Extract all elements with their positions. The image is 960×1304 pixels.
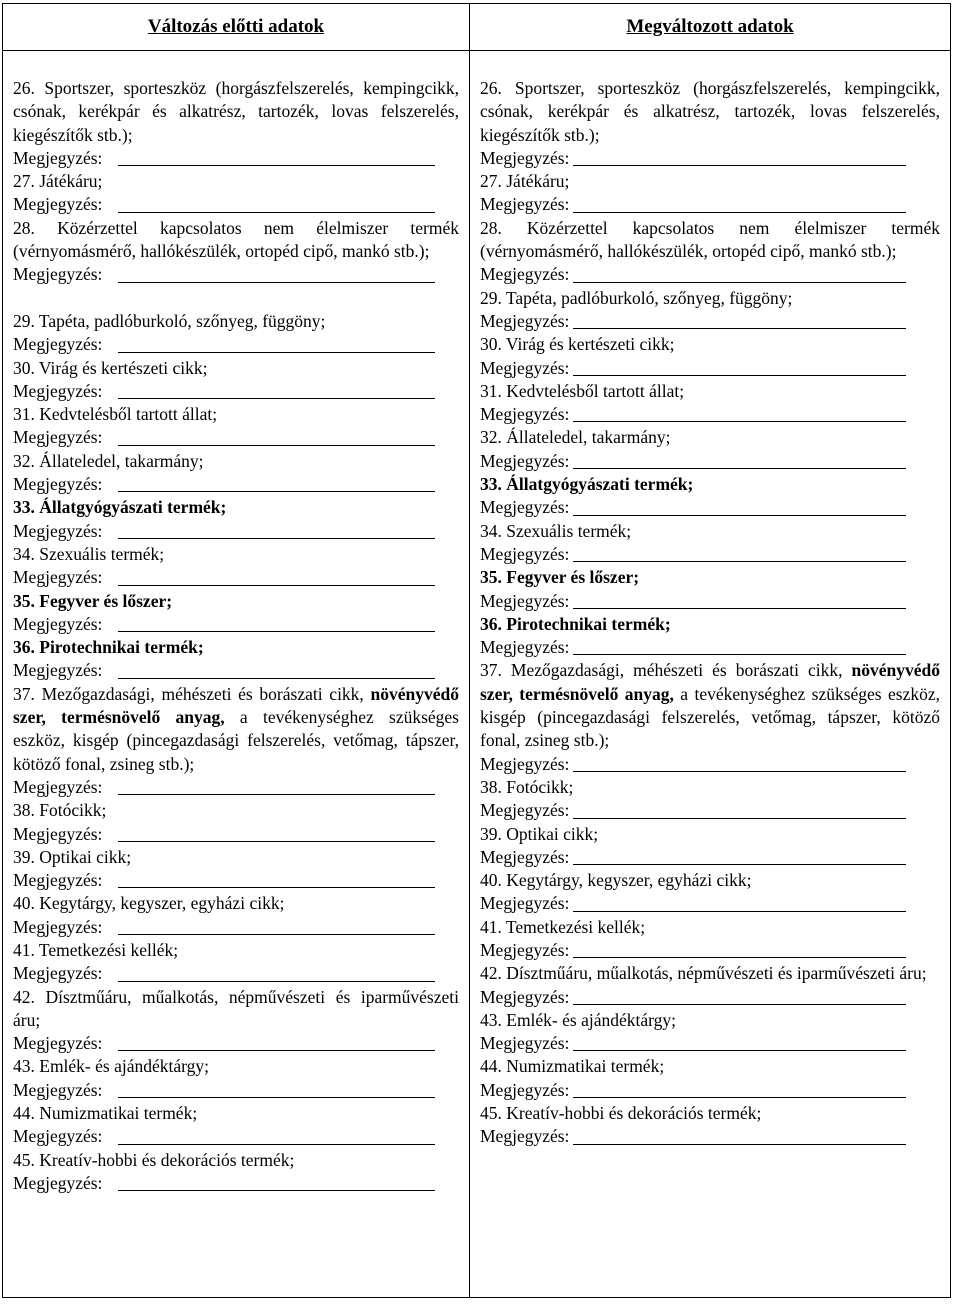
note-label: Megjegyzés:	[13, 823, 103, 844]
note-field-34[interactable]	[480, 543, 940, 566]
note-blank-line	[573, 1050, 906, 1051]
note-blank-line	[118, 934, 435, 935]
item-34-text: 34. Szexuális termék;	[13, 543, 165, 564]
before-column	[3, 4, 470, 1297]
note-field-40[interactable]	[480, 892, 940, 915]
note-label: Megjegyzés:	[13, 1079, 103, 1100]
note-label: Megjegyzés:	[480, 800, 570, 821]
note-blank-line	[118, 352, 435, 353]
item-41-text: 41. Temetkezési kellék;	[13, 939, 179, 960]
note-label: Megjegyzés:	[480, 497, 570, 518]
note-label: Megjegyzés:	[13, 334, 103, 355]
note-field-42[interactable]	[480, 986, 940, 1009]
note-blank-line	[573, 1004, 906, 1005]
item-text-part: 37. Mezőgazdasági, méhészeti és borászati cikk,	[480, 660, 852, 681]
note-blank-line	[118, 445, 435, 446]
note-blank-line	[118, 585, 435, 586]
note-field-35[interactable]	[480, 590, 940, 613]
note-field-38[interactable]	[480, 799, 940, 822]
note-field-37[interactable]	[13, 776, 459, 799]
note-field-35[interactable]	[13, 613, 459, 636]
item-29-text: 29. Tapéta, padlóburkoló, szőnyeg, függöny;	[13, 310, 326, 331]
note-field-27[interactable]	[13, 193, 459, 216]
note-label: Megjegyzés:	[13, 147, 103, 168]
note-blank-line	[573, 421, 906, 422]
item-30-text: 30. Virág és kertészeti cikk;	[13, 357, 208, 378]
item-35-text: 35. Fegyver és lőszer;	[480, 567, 640, 588]
after-item-list	[470, 51, 950, 1149]
note-field-29[interactable]	[480, 310, 940, 333]
note-field-43[interactable]	[13, 1079, 459, 1102]
note-field-32[interactable]	[480, 450, 940, 473]
note-blank-line	[573, 911, 906, 912]
item-45-text: 45. Kreatív-hobbi és dekorációs termék;	[13, 1149, 295, 1170]
note-label: Megjegyzés:	[480, 357, 570, 378]
item-33-text: 33. Állatgyógyászati termék;	[480, 474, 694, 495]
note-blank-line	[573, 165, 906, 166]
note-label: Megjegyzés:	[13, 1033, 103, 1054]
note-blank-line	[118, 1144, 435, 1145]
note-blank-line	[573, 282, 906, 283]
note-label: Megjegyzés:	[480, 194, 570, 215]
item-44-text: 44. Numizmatikai termék;	[13, 1103, 198, 1124]
note-label: Megjegyzés:	[480, 986, 570, 1007]
item-36-text: 36. Pirotechnikai termék;	[13, 637, 204, 658]
note-label: Megjegyzés:	[480, 264, 570, 285]
item-27-text: 27. Játékáru;	[13, 171, 103, 192]
note-label: Megjegyzés:	[13, 870, 103, 891]
note-field-45[interactable]	[480, 1125, 940, 1148]
item-34-text: 34. Szexuális termék;	[480, 520, 632, 541]
note-label: Megjegyzés:	[480, 1126, 570, 1147]
item-40-text: 40. Kegytárgy, kegyszer, egyházi cikk;	[480, 870, 752, 891]
before-header	[3, 4, 469, 51]
item-33-text: 33. Állatgyógyászati termék;	[13, 497, 227, 518]
item-38-text: 38. Fotócikk;	[480, 776, 574, 797]
note-blank-line	[573, 1144, 906, 1145]
note-label: Megjegyzés:	[480, 310, 570, 331]
note-label: Megjegyzés:	[480, 893, 570, 914]
note-blank-line	[573, 957, 906, 958]
note-field-26[interactable]	[13, 147, 459, 170]
note-label: Megjegyzés:	[13, 1172, 103, 1193]
note-label: Megjegyzés:	[480, 753, 570, 774]
note-label: Megjegyzés:	[480, 1033, 570, 1054]
note-field-39[interactable]	[13, 869, 459, 892]
note-blank-line	[118, 841, 435, 842]
note-blank-line	[118, 491, 435, 492]
item-text-part: a tevékenységhez szükséges eszköz, kisgép (pincegazdasági felszerelés, vetőmag, tápszer, kötöző fonal, zsineg stb.);	[480, 683, 940, 751]
item-38-text: 38. Fotócikk;	[13, 800, 107, 821]
item-29-text: 29. Tapéta, padlóburkoló, szőnyeg, függöny;	[480, 287, 793, 308]
item-43-text: 43. Emlék- és ajándéktárgy;	[13, 1056, 210, 1077]
note-blank-line	[118, 212, 435, 213]
note-field-30[interactable]	[480, 357, 940, 380]
note-label: Megjegyzés:	[13, 963, 103, 984]
note-field-28[interactable]	[13, 263, 459, 286]
note-label: Megjegyzés:	[13, 520, 103, 541]
note-blank-line	[573, 328, 906, 329]
note-field-41[interactable]	[13, 962, 459, 985]
note-blank-line	[118, 1190, 435, 1191]
item-42-text: 42. Dísztműáru, műalkotás, népművészeti és iparművészeti áru;	[13, 986, 459, 1030]
item-42-text: 42. Dísztműáru, műalkotás, népművészeti és iparművészeti áru;	[480, 963, 927, 984]
note-blank-line	[118, 1050, 435, 1051]
item-26-text: 26. Sportszer, sporteszköz (horgászfelszerelés, kempingcikk, csónak, kerékpár és alkatrész, tartozék, lovas felszerelés, kiegészítők stb.);	[480, 78, 940, 145]
note-blank-line	[573, 608, 906, 609]
item-text-emphasis: növényvédő szer, termésnövelő anyag,	[480, 660, 940, 704]
item-37-text	[13, 683, 459, 776]
note-field-43[interactable]	[480, 1032, 940, 1055]
note-label: Megjegyzés:	[480, 404, 570, 425]
note-field-32[interactable]	[13, 473, 459, 496]
note-blank-line	[573, 468, 906, 469]
before-header-title: Változás előtti adatok	[147, 16, 325, 37]
note-label: Megjegyzés:	[13, 264, 103, 285]
note-blank-line	[573, 1097, 906, 1098]
note-label: Megjegyzés:	[13, 776, 103, 797]
item-44-text: 44. Numizmatikai termék;	[480, 1056, 665, 1077]
note-blank-line	[573, 212, 906, 213]
note-blank-line	[573, 864, 906, 865]
note-blank-line	[573, 375, 906, 376]
item-37-text	[480, 659, 940, 752]
note-field-37[interactable]	[480, 753, 940, 776]
item-27-text: 27. Játékáru;	[480, 171, 570, 192]
note-label: Megjegyzés:	[480, 590, 570, 611]
item-31-text: 31. Kedvtelésből tartott állat;	[13, 404, 218, 425]
item-43-text: 43. Emlék- és ajándéktárgy;	[480, 1009, 677, 1030]
item-text-part: 37. Mezőgazdasági, méhészeti és borászati cikk,	[13, 683, 371, 704]
item-30-text: 30. Virág és kertészeti cikk;	[480, 334, 675, 355]
note-field-42[interactable]	[13, 1032, 459, 1055]
note-field-40[interactable]	[13, 916, 459, 939]
note-label: Megjegyzés:	[13, 567, 103, 588]
note-label: Megjegyzés:	[13, 916, 103, 937]
note-label: Megjegyzés:	[480, 450, 570, 471]
note-field-36[interactable]	[13, 659, 459, 682]
item-text-emphasis: növényvédő szer, termésnövelő anyag,	[13, 683, 459, 728]
note-label: Megjegyzés:	[480, 637, 570, 658]
after-header-title: Megváltozott adatok	[626, 16, 794, 37]
note-label: Megjegyzés:	[13, 194, 103, 215]
item-41-text: 41. Temetkezési kellék;	[480, 916, 646, 937]
note-field-45[interactable]	[13, 1172, 459, 1195]
note-field-36[interactable]	[480, 636, 940, 659]
item-39-text: 39. Optikai cikk;	[480, 823, 599, 844]
note-blank-line	[118, 887, 435, 888]
note-label: Megjegyzés:	[480, 939, 570, 960]
item-36-text: 36. Pirotechnikai termék;	[480, 613, 671, 634]
note-label: Megjegyzés:	[13, 474, 103, 495]
note-blank-line	[118, 678, 435, 679]
note-label: Megjegyzés:	[480, 1079, 570, 1100]
note-label: Megjegyzés:	[13, 613, 103, 634]
note-field-31[interactable]	[13, 426, 459, 449]
note-blank-line	[118, 794, 435, 795]
note-blank-line	[118, 165, 435, 166]
note-label: Megjegyzés:	[13, 427, 103, 448]
after-column	[470, 4, 950, 1297]
item-28-text: 28. Közérzettel kapcsolatos nem élelmiszer termék (vérnyomásmérő, hallókészülék, ortopéd cipő, mankó stb.);	[480, 217, 940, 262]
note-field-33[interactable]	[480, 496, 940, 519]
note-blank-line	[118, 398, 435, 399]
note-blank-line	[118, 981, 435, 982]
note-blank-line	[573, 561, 906, 562]
item-39-text: 39. Optikai cikk;	[13, 846, 132, 867]
note-blank-line	[573, 771, 906, 772]
note-field-41[interactable]	[480, 939, 940, 962]
note-field-29[interactable]	[13, 333, 459, 356]
item-35-text: 35. Fegyver és lőszer;	[13, 590, 173, 611]
note-label: Megjegyzés:	[13, 1126, 103, 1147]
note-field-38[interactable]	[13, 823, 459, 846]
item-45-text: 45. Kreatív-hobbi és dekorációs termék;	[480, 1103, 762, 1124]
note-blank-line	[118, 282, 435, 283]
note-field-28[interactable]	[480, 263, 940, 286]
note-label: Megjegyzés:	[480, 846, 570, 867]
after-header	[470, 4, 950, 51]
item-31-text: 31. Kedvtelésből tartott állat;	[480, 380, 685, 401]
note-blank-line	[573, 654, 906, 655]
note-field-44[interactable]	[13, 1125, 459, 1148]
item-40-text: 40. Kegytárgy, kegyszer, egyházi cikk;	[13, 893, 285, 914]
before-item-list	[3, 51, 469, 1195]
note-field-44[interactable]	[480, 1079, 940, 1102]
spacer	[13, 287, 459, 310]
note-label: Megjegyzés:	[480, 147, 570, 168]
note-blank-line	[573, 515, 906, 516]
note-label: Megjegyzés:	[480, 543, 570, 564]
item-32-text: 32. Állateledel, takarmány;	[480, 427, 671, 448]
note-label: Megjegyzés:	[13, 660, 103, 681]
note-field-34[interactable]	[13, 566, 459, 589]
item-32-text: 32. Állateledel, takarmány;	[13, 450, 204, 471]
note-field-39[interactable]	[480, 846, 940, 869]
note-field-26[interactable]	[480, 147, 940, 170]
note-field-27[interactable]	[480, 193, 940, 216]
note-label: Megjegyzés:	[13, 380, 103, 401]
note-blank-line	[573, 818, 906, 819]
note-field-33[interactable]	[13, 520, 459, 543]
note-field-30[interactable]	[13, 380, 459, 403]
note-blank-line	[118, 631, 435, 632]
item-text-part: a tevékenységhez szükséges eszköz, kisgép (pincegazdasági felszerelés, vetőmag, tápszer, kötöző fonal, zsineg stb.);	[13, 707, 459, 774]
note-field-31[interactable]	[480, 403, 940, 426]
note-blank-line	[118, 1097, 435, 1098]
item-28-text: 28. Közérzettel kapcsolatos nem élelmiszer termék (vérnyomásmérő, hallókészülék, ortopéd cipő, mankó stb.);	[13, 217, 459, 262]
note-blank-line	[118, 538, 435, 539]
item-26-text: 26. Sportszer, sporteszköz (horgászfelszerelés, kempingcikk, csónak, kerékpár és alkatrész, tartozék, lovas felszerelés, kiegészítők stb.);	[13, 78, 459, 145]
comparison-table	[2, 3, 951, 1298]
